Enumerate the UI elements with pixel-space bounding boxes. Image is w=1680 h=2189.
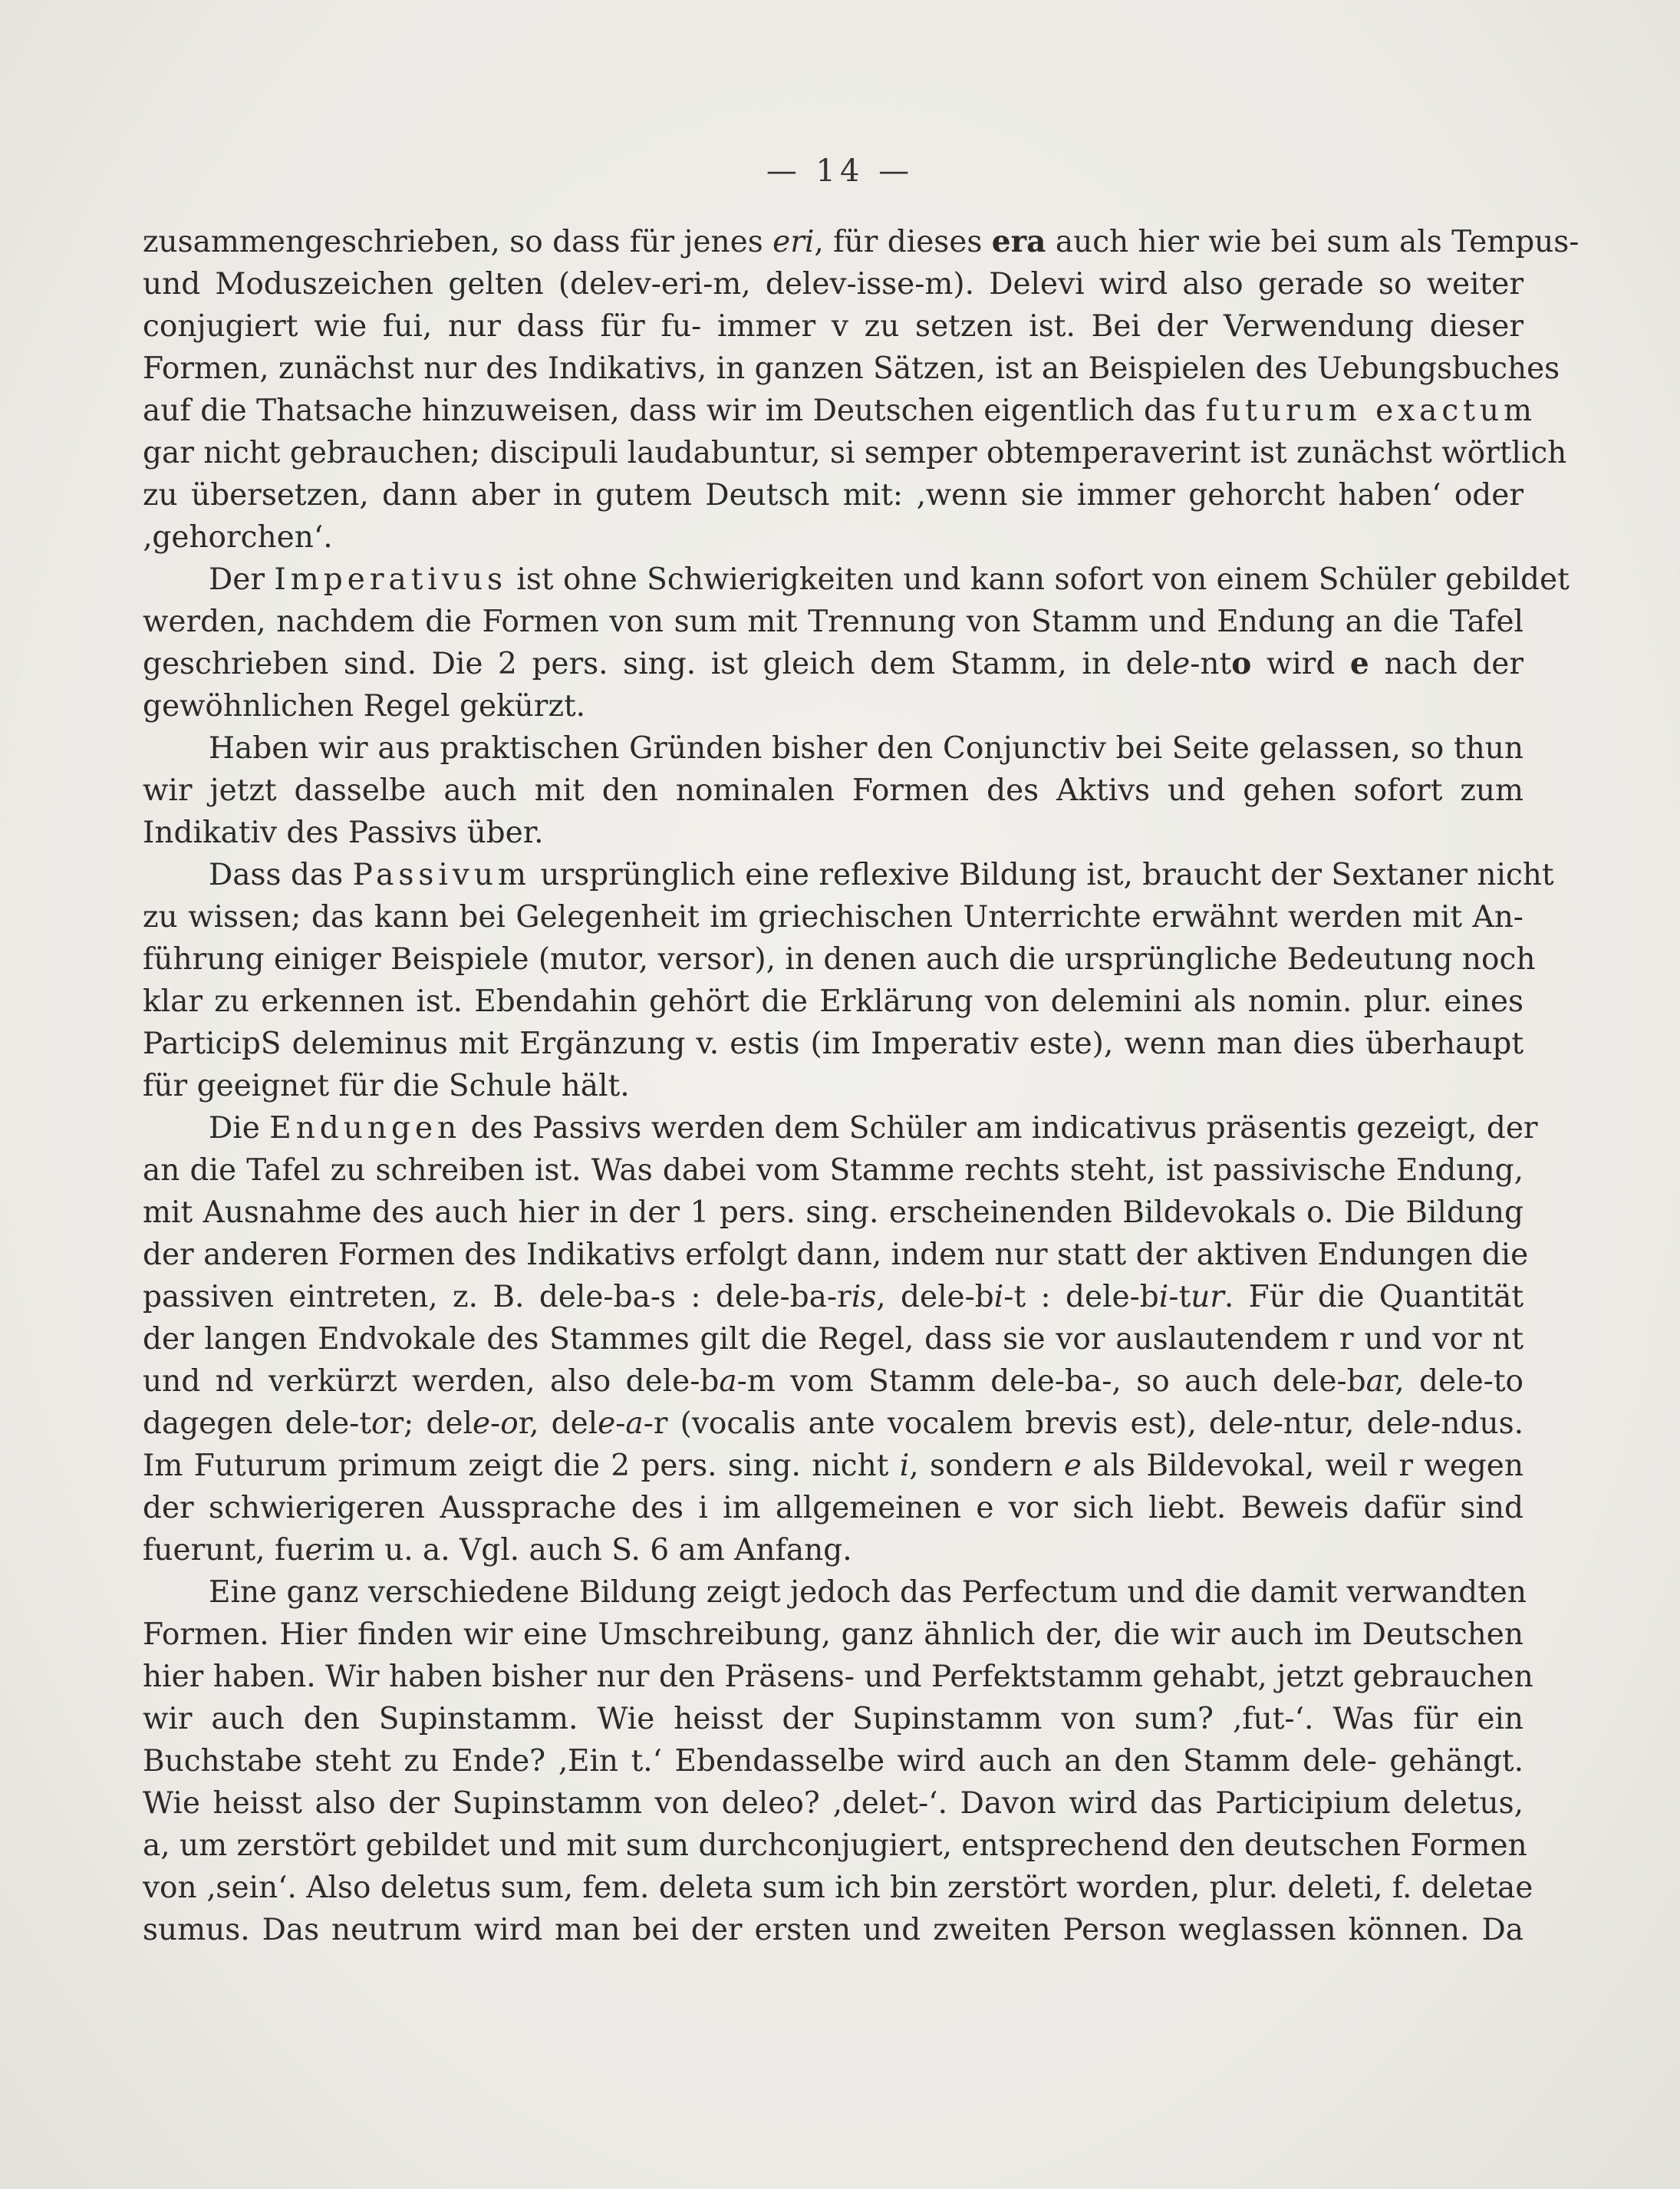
text-segment: wir auch den Supinstamm. Wie heisst der Supinstamm von sum? ‚fut-‘. Was für ein: [143, 1702, 1524, 1736]
text-segment: , dele-b: [876, 1280, 994, 1314]
text-line: [143, 1867, 1533, 1909]
text-segment: e: [1063, 1449, 1082, 1483]
text-segment: ParticipS deleminus mit Ergänzung v. estis (im Imperativ este), wenn man dies überhaupt: [143, 1027, 1524, 1061]
text-segment: . Für die Quantität: [1224, 1280, 1524, 1314]
text-segment: und nd verkürzt werden, also dele-b: [143, 1364, 720, 1399]
text-segment: gar nicht gebrauchen; discipuli laudabuntur, si semper obtemperaverint ist zunächst wörtlich: [143, 436, 1567, 470]
text-line: [143, 1782, 1524, 1825]
text-segment: e: [305, 1533, 323, 1568]
text-line: [143, 643, 1524, 685]
text-segment: der langen Endvokale des Stammes gilt die Regel, dass sie vor auslautendem r und vor nt: [143, 1322, 1524, 1357]
text-segment: Indikativ des Passivs über.: [143, 816, 544, 850]
text-segment: eri: [772, 225, 815, 259]
text-line: [143, 474, 1524, 516]
text-line: [143, 516, 1524, 559]
text-segment: ursprünglich eine reflexive Bildung ist, braucht der Sextaner nicht: [530, 858, 1554, 892]
text-segment: sumus. Das neutrum wird man bei der ersten und zweiten Person weglassen können. Da: [143, 1913, 1524, 1947]
text-line: [143, 812, 1524, 854]
text-segment: o: [371, 1406, 390, 1441]
text-segment: r, dele-to: [1383, 1364, 1524, 1399]
text-line: [143, 1192, 1524, 1234]
text-line: [143, 601, 1524, 643]
text-segment: i: [899, 1449, 910, 1483]
text-segment: passiven eintreten, z. B. dele-ba-s : dele-ba-r: [143, 1280, 852, 1314]
text-segment: auch hier wie bei sum als Tempus-: [1046, 225, 1580, 259]
text-segment: Endungen: [269, 1111, 462, 1146]
text-segment: e: [598, 1406, 616, 1441]
text-segment: Formen, zunächst nur des Indikativs, in ganzen Sätzen, ist an Beispielen des Uebungsbuches: [143, 351, 1560, 386]
text-line: [143, 1445, 1524, 1487]
text-line: [143, 1234, 1529, 1276]
text-segment: e: [1349, 646, 1369, 681]
text-line: [143, 1656, 1533, 1698]
text-segment: e: [1255, 1406, 1273, 1441]
text-segment: Die: [209, 1111, 270, 1146]
text-segment: Der: [209, 562, 275, 597]
text-segment: klar zu erkennen ist. Ebendahin gehört die Erklärung von delemini als nomin. plur. eines: [143, 984, 1524, 1019]
text-line: [143, 727, 1524, 770]
text-segment: conjugiert wie fui, nur dass für fu- immer v zu setzen ist. Bei der Verwendung dieser: [143, 309, 1524, 344]
text-segment: r; del: [389, 1406, 473, 1441]
text-segment: -ndus.: [1431, 1406, 1524, 1441]
text-segment: -ntur, del: [1273, 1406, 1414, 1441]
text-segment: ‚gehorchen‘.: [143, 520, 333, 555]
text-line: [143, 1740, 1524, 1782]
text-segment: a: [719, 1364, 737, 1399]
text-segment: Formen. Hier finden wir eine Umschreibung, ganz ähnlich der, die wir auch im Deutschen: [143, 1617, 1524, 1652]
text-line: [143, 1107, 1538, 1149]
text-line: [143, 1276, 1524, 1318]
text-line: [143, 1149, 1524, 1192]
text-line: [143, 1614, 1524, 1656]
text-segment: Haben wir aus praktischen Gründen bisher den Conjunctiv bei Seite gelassen, so thun: [209, 731, 1524, 766]
text-line: [143, 854, 1554, 896]
text-segment: -t : dele-b: [1003, 1280, 1159, 1314]
text-segment: Im Futurum primum zeigt die 2 pers. sing. nicht: [143, 1449, 900, 1483]
text-segment: hier haben. Wir haben bisher nur den Präsens- und Perfektstamm gehabt, jetzt gebrauchen: [143, 1660, 1533, 1694]
text-segment: a: [625, 1406, 644, 1441]
text-line: [143, 1825, 1527, 1867]
text-segment: führung einiger Beispiele (mutor, versor), in denen auch die ursprüngliche Bedeutung noch: [143, 942, 1536, 977]
text-line: [143, 305, 1524, 348]
text-segment: , für dieses: [814, 225, 992, 259]
text-line: [143, 938, 1536, 981]
text-segment: zu wissen; das kann bei Gelegenheit im griechischen Unterrichte erwähnt werden mit An-: [143, 900, 1524, 935]
text-line: [143, 1529, 1524, 1571]
text-line: [143, 1487, 1524, 1529]
text-line: [143, 221, 1580, 263]
text-segment: mit Ausnahme des auch hier in der 1 pers. sing. erscheinenden Bildevokals o. Die Bildung: [143, 1195, 1524, 1230]
text-segment: nach der: [1369, 647, 1524, 681]
text-line: [143, 1403, 1524, 1445]
text-segment: Buchstabe steht zu Ende? ‚Ein t.‘ Ebendasselbe wird auch an den Stamm dele- gehängt.: [143, 1744, 1524, 1779]
text-segment: rim u. a. Vgl. auch S. 6 am Anfang.: [322, 1533, 852, 1568]
text-line: [143, 981, 1524, 1023]
text-segment: des Passivs werden dem Schüler am indicativus präsentis gezeigt, der: [461, 1111, 1538, 1146]
text-segment: fuerunt, fu: [143, 1533, 305, 1568]
text-segment: wir jetzt dasselbe auch mit den nominalen Formen des Aktivs und gehen sofort zum: [143, 773, 1524, 808]
text-line: [143, 1360, 1524, 1403]
text-segment: Dass das: [209, 858, 353, 892]
text-segment: der anderen Formen des Indikativs erfolgt dann, indem nur statt der aktiven Endungen die: [143, 1238, 1529, 1272]
text-line: [143, 390, 1537, 432]
text-segment: , sondern: [909, 1449, 1064, 1483]
text-segment: is: [851, 1280, 877, 1314]
text-line: [143, 348, 1560, 390]
text-segment: a, um zerstört gebildet und mit sum durchconjugiert, entsprechend den deutschen Formen: [143, 1828, 1527, 1863]
text-segment: als Bildevokal, weil r wegen: [1081, 1449, 1524, 1483]
text-segment: ur: [1191, 1280, 1224, 1314]
text-segment: auf die Thatsache hinzuweisen, dass wir im Deutschen eigentlich das: [143, 394, 1206, 428]
text-segment: i: [993, 1280, 1004, 1314]
text-line: [143, 432, 1567, 474]
text-segment: zusammengeschrieben, so dass für jenes: [143, 225, 773, 259]
text-segment: ist ohne Schwierigkeiten und kann sofort von einem Schüler gebildet: [507, 562, 1570, 597]
text-segment: werden, nachdem die Formen von sum mit Trennung von Stamm und Endung an die Tafel: [143, 605, 1524, 639]
text-segment: era: [991, 224, 1046, 259]
text-segment: -t: [1168, 1280, 1191, 1314]
text-line: [143, 896, 1524, 938]
text-segment: dagegen dele-t: [143, 1406, 372, 1441]
text-segment: für geeignet für die Schule hält.: [143, 1069, 630, 1103]
text-segment: an die Tafel zu schreiben ist. Was dabei vom Stamme rechts steht, ist passivische Endung,: [143, 1153, 1524, 1188]
text-line: [143, 1318, 1524, 1360]
text-segment: und Moduszeichen gelten (delev-eri-m, delev-isse-m). Delevi wird also gerade so weiter: [143, 267, 1524, 302]
text-body: [143, 221, 1580, 1951]
text-line: [143, 1698, 1524, 1740]
text-segment: r, del: [518, 1406, 598, 1441]
text-segment: Wie heisst also der Supinstamm von deleo? ‚delet-‘. Davon wird das Participium deletus,: [143, 1786, 1524, 1821]
text-segment: -: [615, 1406, 626, 1441]
text-line: [143, 1023, 1524, 1065]
text-segment: e: [1172, 647, 1191, 681]
text-line: [143, 685, 1524, 727]
text-segment: o: [1231, 646, 1252, 681]
text-segment: zu übersetzen, dann aber in gutem Deutsch mit: ‚wenn sie immer gehorcht haben‘ oder: [143, 478, 1524, 513]
text-line: [143, 1571, 1527, 1614]
text-line: [143, 770, 1524, 812]
text-line: [143, 1065, 1524, 1107]
text-segment: geschrieben sind. Die 2 pers. sing. ist gleich dem Stamm, in del: [143, 647, 1173, 681]
text-segment: -nt: [1190, 647, 1232, 681]
text-segment: e: [1413, 1406, 1431, 1441]
text-segment: futurum exactum: [1205, 394, 1537, 428]
text-segment: i: [1158, 1280, 1169, 1314]
text-segment: -r (vocalis ante vocalem brevis est), del: [643, 1406, 1256, 1441]
text-segment: -: [490, 1406, 501, 1441]
text-segment: a: [1365, 1364, 1384, 1399]
text-segment: -m vom Stamm dele-ba-, so auch dele-b: [736, 1364, 1366, 1399]
text-segment: Eine ganz verschiedene Bildung zeigt jedoch das Perfectum und die damit verwandten: [209, 1575, 1527, 1610]
text-segment: e: [472, 1406, 491, 1441]
text-segment: Imperativus: [274, 562, 508, 597]
text-segment: wird: [1251, 647, 1350, 681]
page-number: — 14 —: [766, 153, 914, 189]
text-segment: von ‚sein‘. Also deletus sum, fem. deleta sum ich bin zerstört worden, plur. deleti, f. deletae: [143, 1871, 1533, 1905]
text-segment: gewöhnlichen Regel gekürzt.: [143, 689, 586, 724]
text-line: [143, 263, 1524, 305]
text-line: [143, 559, 1570, 601]
text-line: [143, 1909, 1524, 1951]
text-segment: Passivum: [352, 858, 531, 892]
text-segment: o: [500, 1406, 519, 1441]
text-segment: der schwierigeren Aussprache des i im allgemeinen e vor sich liebt. Beweis dafür sind: [143, 1491, 1524, 1525]
